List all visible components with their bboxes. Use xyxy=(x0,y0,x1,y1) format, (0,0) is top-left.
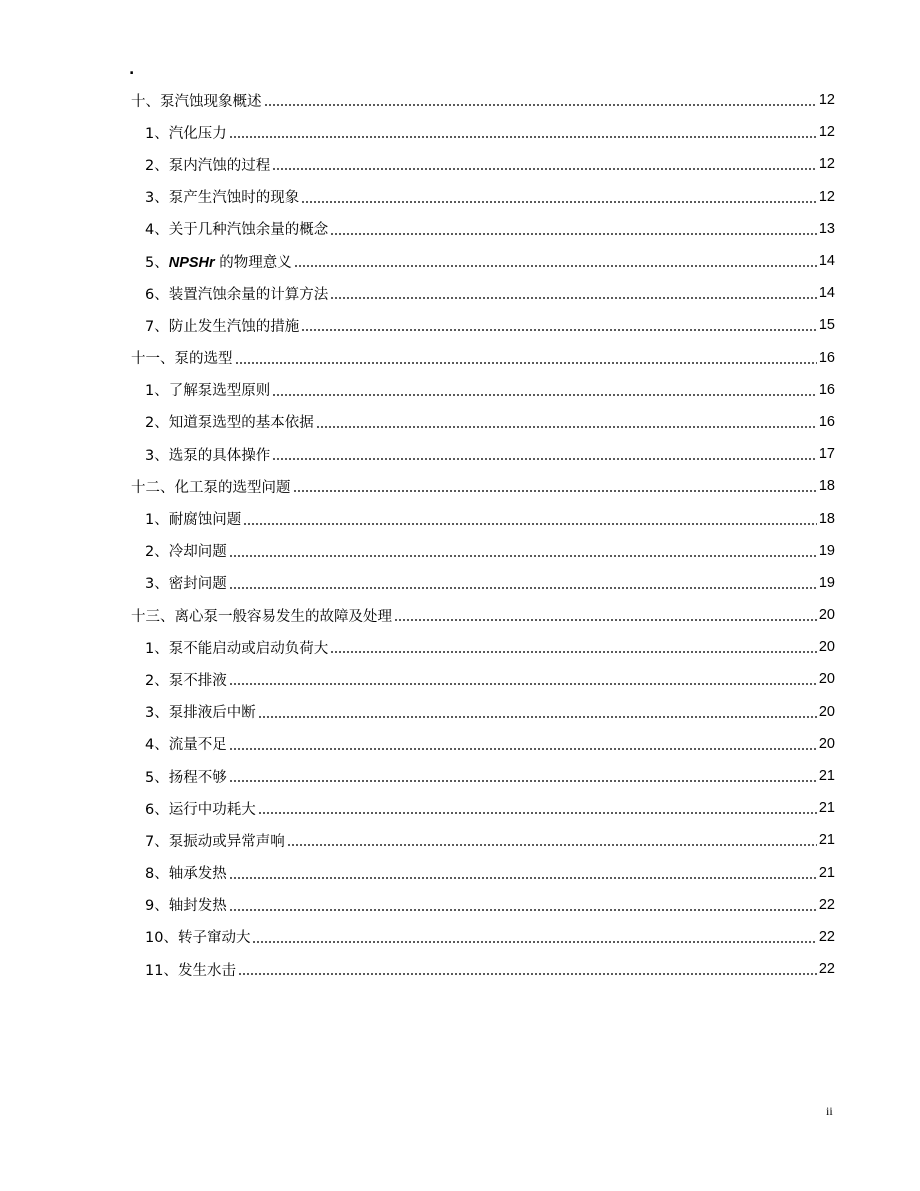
toc-entry-title: 2、知道泵选型的基本依据 xyxy=(145,415,314,432)
toc-entry[interactable] xyxy=(131,502,835,534)
toc-entry-title: 8、轴承发热 xyxy=(145,866,227,883)
toc-entry[interactable] xyxy=(131,406,835,438)
toc-entry-page: 21 xyxy=(818,800,835,817)
toc-entry-page: 13 xyxy=(818,220,835,237)
toc-entry-title: 1、泵不能启动或启动负荷大 xyxy=(145,640,329,657)
table-of-contents xyxy=(131,84,835,985)
toc-entry[interactable] xyxy=(131,342,835,374)
toc-entry[interactable] xyxy=(131,728,835,760)
toc-entry-page: 18 xyxy=(818,510,835,527)
toc-entry-page: 22 xyxy=(818,928,835,945)
toc-entry[interactable] xyxy=(131,309,835,341)
toc-entry-title: 1、了解泵选型原则 xyxy=(145,383,271,400)
toc-entry[interactable] xyxy=(131,470,835,502)
toc-dot-leader xyxy=(316,426,817,428)
toc-entry-page: 12 xyxy=(818,156,835,173)
toc-dot-leader xyxy=(330,233,817,235)
toc-dot-leader xyxy=(264,104,817,106)
toc-dot-leader xyxy=(243,523,817,525)
toc-entry-title: 3、泵产生汽蚀时的现象 xyxy=(145,190,300,207)
toc-dot-leader xyxy=(272,168,817,170)
toc-entry-title: 1、汽化压力 xyxy=(145,125,227,142)
toc-dot-leader xyxy=(229,909,817,911)
toc-entry[interactable] xyxy=(131,535,835,567)
toc-entry[interactable] xyxy=(131,567,835,599)
toc-dot-leader xyxy=(330,297,817,299)
toc-entry-page: 12 xyxy=(818,124,835,141)
toc-entry-page: 20 xyxy=(818,671,835,688)
toc-entry-page: 22 xyxy=(818,961,835,978)
toc-entry-page: 16 xyxy=(818,381,835,398)
toc-dot-leader xyxy=(258,812,817,814)
toc-entry[interactable] xyxy=(131,84,835,116)
toc-entry[interactable] xyxy=(131,181,835,213)
toc-entry-title: 3、选泵的具体操作 xyxy=(145,447,271,464)
toc-entry-title: 7、防止发生汽蚀的措施 xyxy=(145,318,300,335)
toc-entry[interactable] xyxy=(131,116,835,148)
toc-entry-page: 14 xyxy=(818,285,835,302)
toc-dot-leader xyxy=(229,877,817,879)
toc-entry-page: 20 xyxy=(818,735,835,752)
toc-entry-page: 12 xyxy=(818,188,835,205)
toc-entry-title: 4、流量不足 xyxy=(145,737,227,754)
toc-entry[interactable] xyxy=(131,953,835,985)
toc-dot-leader xyxy=(229,748,817,750)
toc-entry[interactable] xyxy=(131,213,835,245)
toc-entry-page: 21 xyxy=(818,768,835,785)
toc-dot-leader xyxy=(252,941,816,943)
toc-dot-leader xyxy=(287,844,817,846)
toc-entry-title: 5、NPSHr 的物理意义 xyxy=(145,254,292,271)
toc-entry-page: 14 xyxy=(818,253,835,270)
toc-entry-page: 22 xyxy=(818,896,835,913)
toc-entry[interactable] xyxy=(131,374,835,406)
toc-entry[interactable] xyxy=(131,663,835,695)
toc-entry-title: 4、关于几种汽蚀余量的概念 xyxy=(145,222,329,239)
toc-entry-title: 3、泵排液后中断 xyxy=(145,705,256,722)
toc-entry-page: 19 xyxy=(818,542,835,559)
toc-entry[interactable] xyxy=(131,631,835,663)
toc-entry[interactable] xyxy=(131,148,835,180)
toc-entry-page: 18 xyxy=(818,478,835,495)
toc-entry-title: 9、轴封发热 xyxy=(145,898,227,915)
toc-dot-leader xyxy=(229,587,817,589)
toc-entry-page: 20 xyxy=(818,639,835,656)
toc-dot-leader xyxy=(272,394,817,396)
toc-dot-leader xyxy=(301,329,817,331)
toc-entry-title: 2、泵不排液 xyxy=(145,672,227,689)
toc-dot-leader xyxy=(235,362,817,364)
toc-dot-leader xyxy=(229,136,817,138)
toc-entry[interactable] xyxy=(131,760,835,792)
toc-dot-leader xyxy=(294,265,817,267)
toc-entry-title: 2、冷却问题 xyxy=(145,544,227,561)
toc-entry[interactable] xyxy=(131,245,835,277)
toc-entry-title: 7、泵振动或异常声响 xyxy=(145,833,285,850)
toc-entry-title: 6、运行中功耗大 xyxy=(145,801,256,818)
toc-entry[interactable] xyxy=(131,889,835,921)
toc-entry-page: 15 xyxy=(818,317,835,334)
toc-entry[interactable] xyxy=(131,438,835,470)
toc-dot-leader xyxy=(229,683,817,685)
toc-dot-leader xyxy=(394,619,817,621)
toc-entry-page: 20 xyxy=(818,607,835,624)
toc-entry[interactable] xyxy=(131,792,835,824)
toc-entry[interactable] xyxy=(131,824,835,856)
toc-dot-leader xyxy=(258,716,817,718)
page-number: ii xyxy=(826,1104,833,1118)
toc-entry[interactable] xyxy=(131,857,835,889)
toc-entry-title: 2、泵内汽蚀的过程 xyxy=(145,157,271,174)
toc-entry[interactable] xyxy=(131,696,835,728)
toc-entry-title: 十二、化工泵的选型问题 xyxy=(131,479,291,496)
toc-dot-leader xyxy=(330,651,817,653)
toc-entry-title: 5、扬程不够 xyxy=(145,769,227,786)
toc-entry-title: 十、泵汽蚀现象概述 xyxy=(131,93,262,110)
toc-dot-leader xyxy=(272,458,817,460)
toc-entry-page: 21 xyxy=(818,864,835,881)
header-mark: . xyxy=(129,62,135,78)
toc-entry[interactable] xyxy=(131,277,835,309)
toc-entry-title: 11、发生水击 xyxy=(145,962,236,979)
toc-entry-page: 12 xyxy=(818,92,835,109)
toc-dot-leader xyxy=(229,780,817,782)
toc-dot-leader xyxy=(238,973,817,975)
toc-entry-page: 20 xyxy=(818,703,835,720)
toc-entry-title: 6、装置汽蚀余量的计算方法 xyxy=(145,286,329,303)
toc-entry-title: 十三、离心泵一般容易发生的故障及处理 xyxy=(131,608,392,625)
toc-entry-page: 21 xyxy=(818,832,835,849)
toc-entry-title: 十一、泵的选型 xyxy=(131,351,233,368)
toc-entry-page: 16 xyxy=(818,413,835,430)
toc-entry-page: 16 xyxy=(818,349,835,366)
toc-entry-page: 17 xyxy=(818,446,835,463)
toc-entry[interactable] xyxy=(131,599,835,631)
toc-dot-leader xyxy=(301,201,817,203)
toc-entry[interactable] xyxy=(131,921,835,953)
toc-dot-leader xyxy=(293,490,817,492)
toc-entry-title: 1、耐腐蚀问题 xyxy=(145,512,242,529)
toc-dot-leader xyxy=(229,555,817,557)
toc-entry-title: 10、转子窜动大 xyxy=(145,930,251,947)
toc-entry-page: 19 xyxy=(818,574,835,591)
toc-entry-title: 3、密封问题 xyxy=(145,576,227,593)
